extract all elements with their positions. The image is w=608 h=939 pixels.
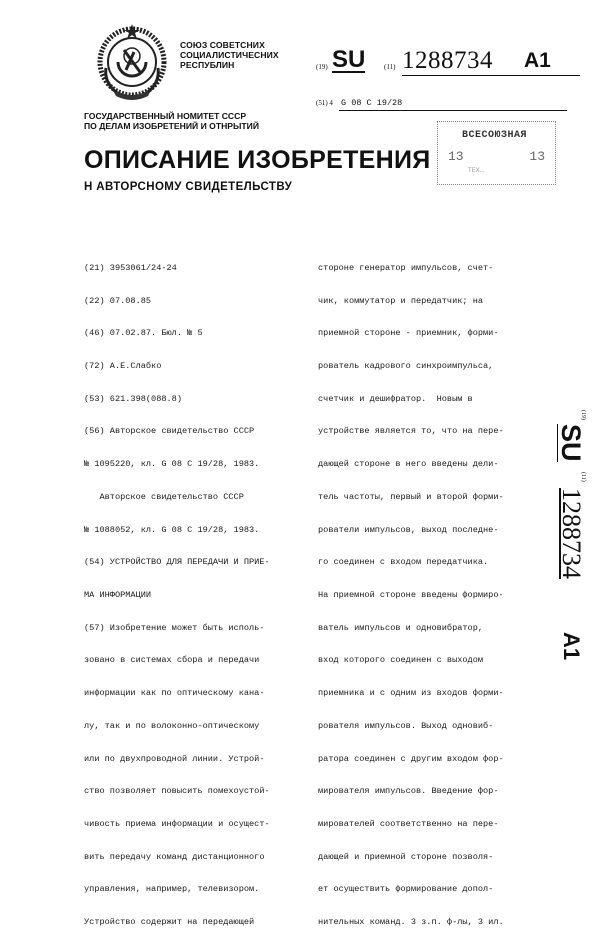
union-name [180,40,279,70]
text-line: Устройство содержит на передающей [84,917,255,928]
text-line: устройстве является то, что на пере- [318,426,504,437]
document-title: ОПИСАНИЕ ИЗОБРЕТЕНИЯ [84,146,431,174]
stamp-line3: ТЕХ... [468,168,485,174]
text-line: (72) А.Е.Слабко [84,360,162,371]
side-publication-label [552,410,592,660]
emblem-icon [94,22,170,104]
text-line: № 1095220, кл. G 08 C 19/28, 1983. [84,459,260,470]
stamp-left: 13 [448,149,464,164]
text-line: чик, коммутатор и передатчик; на [318,295,484,306]
side-patent-number: 1288734 [557,488,586,579]
text-line: дающей и приемной стороне позволя- [318,851,494,862]
side-kind-code: A1 [559,632,584,661]
stamp-line1: ВСЕСОЮЗНАЯ [462,130,528,141]
library-stamp [437,121,556,185]
document-subtitle: Н АВТОРСНОМУ СВИДЕТЕЛЬСТВУ [84,181,293,193]
text-line: № 1088052, кл. G 08 C 19/28, 1983. [84,524,260,535]
text-line: или по двухпроводной линии. Устрой- [84,753,265,764]
number-underline [402,75,580,76]
text-line: На приемной стороне введены формиро- [318,590,504,600]
text-line: приемника и с одним из входов форми- [318,688,504,699]
ipc-classification [316,98,570,108]
publication-number-block [316,46,566,76]
side-country-code: SU [556,424,586,462]
patent-number: 1288734 [402,47,493,74]
text-line: лу, так и по волоконно-оптическому [84,720,260,731]
ipc-label: (51) 4 [316,99,333,107]
text-line: го соединен с входом передатчика. [318,557,489,568]
text-line: мирователей соответственно на пере- [318,819,499,830]
text-line: рователь кадрового синхроимпульса, [318,360,494,371]
text-line: (56) Авторское свидетельство СССР [84,426,255,437]
text-line: Авторское свидетельство СССР [84,491,244,502]
text-line: чивость приема информации и осущест- [84,819,270,830]
text-line: мирователя импульсов. Введение фор- [318,786,499,797]
kind-code: A1 [524,49,551,72]
text-line: рователи импульсов, выход последне- [318,524,499,535]
text-line: (53) 621.398(088.8) [84,393,182,404]
text-line: нительных команд. 3 з.п. ф-лы, 3 ил. [318,917,504,928]
text-line: вить передачу команд дистанционного [84,851,265,862]
text-line: ство позволяет повысить помехоустой- [84,786,270,797]
ussr-emblem [94,22,170,104]
committee-name [84,111,259,131]
text-line: (54) УСТРОЙСТВО ДЛЯ ПЕРЕДАЧИ И ПРИЕ- [84,557,270,568]
side-code-11: (11) [580,472,586,482]
text-line: зовано в системах сбора и передачи [84,655,260,666]
country-code: SU [332,46,366,73]
committee-line: ГОСУДАРСТВЕННЫЙ НОМИТЕТ СССР [84,111,247,121]
text-line: тель частоты, первый и второй форми- [318,491,504,502]
text-line: вход которого соединен с выходом [318,655,484,666]
text-line: информации как по оптическому кана- [84,688,265,699]
code-19: (19) [316,63,328,71]
stamp-right: 13 [529,149,545,164]
union-line: РЕСПУБЛИН [180,60,235,70]
text-line: приемной стороне - приемник, форми- [318,328,499,339]
union-line: СОЦИАЛИСТИЧЕСНИХ [180,50,279,60]
ipc-code: G 08 C 19/28 [341,98,403,108]
side-code-19: (19) [580,410,586,420]
text-line: (22) 07.08.85 [84,295,152,306]
text-line: счетчик и дешифратор. Новым в [318,393,473,404]
text-line: ратора соединен с другим входом фор- [318,753,504,764]
right-column [318,241,543,939]
text-line: (57) Изобретение может быть исполь- [84,622,265,633]
text-line: рователя импульсов. Выход одновиб- [318,720,494,731]
text-line: стороне генератор импульсов, счет- [318,262,494,273]
text-line: ватель импульсов и одновибратор, [318,622,484,633]
text-line: МА ИНФОРМАЦИИ [84,590,152,600]
code-11: (11) [384,63,396,71]
committee-line: ПО ДЕЛАМ ИЗОБРЕТЕНИЙ И ОТНРЫТИЙ [84,121,260,131]
ipc-underline [339,110,567,111]
left-column [84,241,309,939]
text-line: управления, например, телевизором. [84,884,260,895]
text-line: (46) 07.02.87. Бюл. № 5 [84,328,203,339]
text-line: дающей стороне в него введены дели- [318,459,499,470]
union-line: СОЮЗ СОВЕТСНИХ [180,40,265,50]
text-line: ет осуществить формирование допол- [318,884,494,895]
text-line: (21) 3953061/24-24 [84,262,177,273]
